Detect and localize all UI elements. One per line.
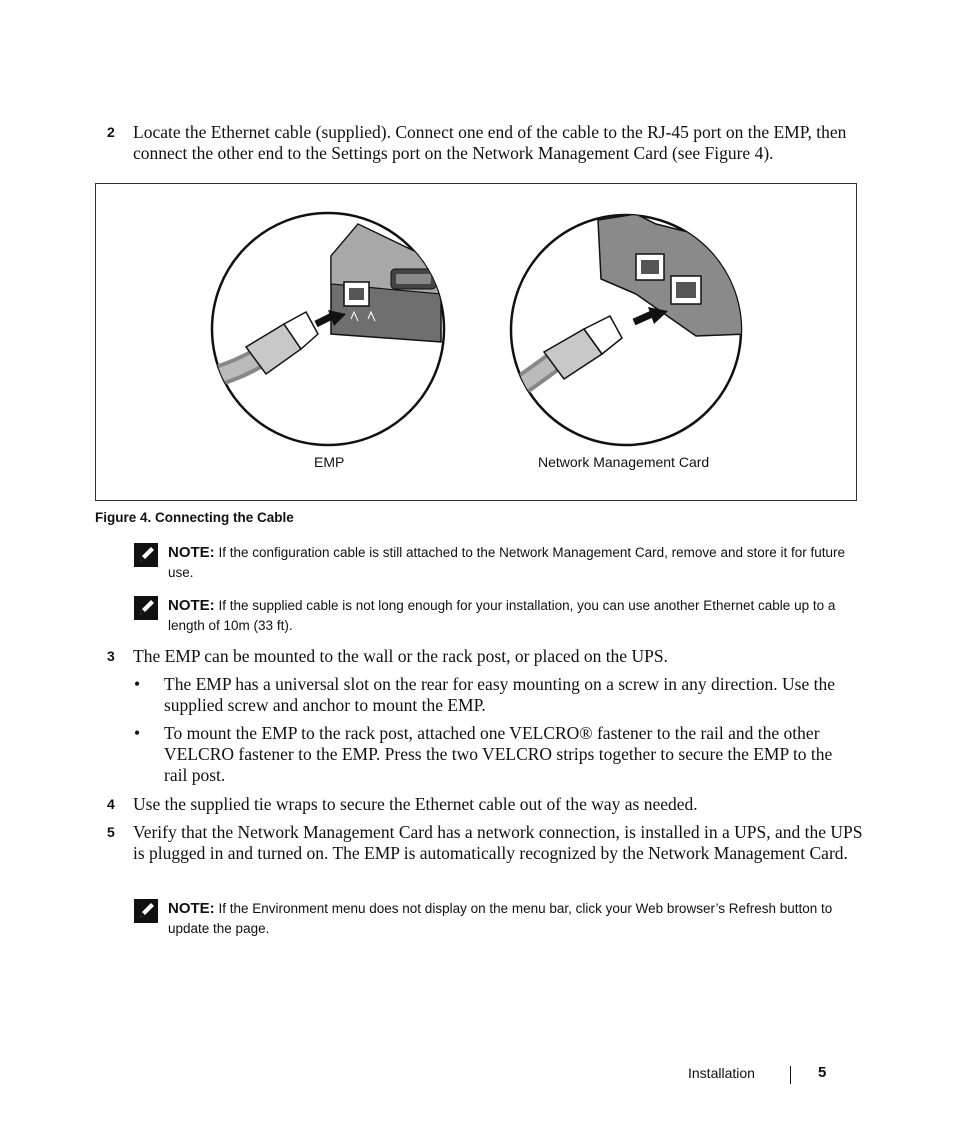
page-number: 5: [818, 1064, 827, 1081]
note-1: [134, 543, 859, 583]
bullet-text: To mount the EMP to the rack post, attached one VELCRO® fastener to the rail and the other VELCRO fastener to the EMP. Press the two VELCRO strips together to secure the EMP to the rail post.: [164, 723, 833, 785]
note-lead: NOTE:: [168, 544, 215, 561]
bullet-item: [134, 674, 854, 716]
step-4: [107, 794, 867, 815]
step-number: 2: [107, 124, 115, 140]
note-lead: NOTE:: [168, 597, 215, 614]
step-number: 5: [107, 824, 115, 840]
step-text: The EMP can be mounted to the wall or the rack post, or placed on the UPS.: [133, 646, 668, 666]
note-text: If the supplied cable is not long enough for your installation, you can use another Ethernet cable up to a length of 10m (33 ft).: [168, 598, 836, 633]
note-text: If the configuration cable is still attached to the Network Management Card, remove and store it for future use.: [168, 545, 846, 580]
step-text: Verify that the Network Management Card has a network connection, is installed in a UPS, and the UPS is plugged in and turned on. The EMP is automatically recognized by the Network Management Card.: [133, 822, 863, 863]
step-5: [107, 822, 867, 864]
step-3: [107, 646, 867, 667]
step-number: 4: [107, 796, 115, 812]
step-text: Use the supplied tie wraps to secure the Ethernet cable out of the way as needed.: [133, 794, 698, 814]
note-2: [134, 596, 859, 636]
note-lead: NOTE:: [168, 900, 215, 917]
step-2: [107, 122, 867, 164]
emp-label: EMP: [314, 454, 345, 470]
pencil-note-icon: [134, 899, 158, 923]
step-text: Locate the Ethernet cable (supplied). Connect one end of the cable to the RJ-45 port on the EMP, then connect the other end to the Settings port on the Network Management Card (see Figure 4).: [133, 122, 847, 163]
footer-divider: [790, 1066, 791, 1084]
pencil-note-icon: [134, 543, 158, 567]
cable-connection-illustration: [96, 184, 856, 500]
bullet-symbol: •: [134, 723, 141, 743]
figure-4: [95, 183, 857, 501]
bullet-symbol: •: [134, 674, 141, 694]
bullet-text: The EMP has a universal slot on the rear for easy mounting on a screw in any direction. Use the supplied screw and anchor to mount the EMP.: [164, 674, 835, 715]
nmc-label: Network Management Card: [538, 454, 710, 470]
note-text: If the Environment menu does not display on the menu bar, click your Web browser’s Refresh button to update the page.: [168, 901, 833, 936]
bullet-item: [134, 723, 854, 786]
figure-caption: Figure 4. Connecting the Cable: [95, 510, 294, 525]
step-number: 3: [107, 648, 115, 664]
note-3: [134, 899, 859, 939]
footer-section-title: Installation: [688, 1065, 755, 1081]
pencil-note-icon: [134, 596, 158, 620]
